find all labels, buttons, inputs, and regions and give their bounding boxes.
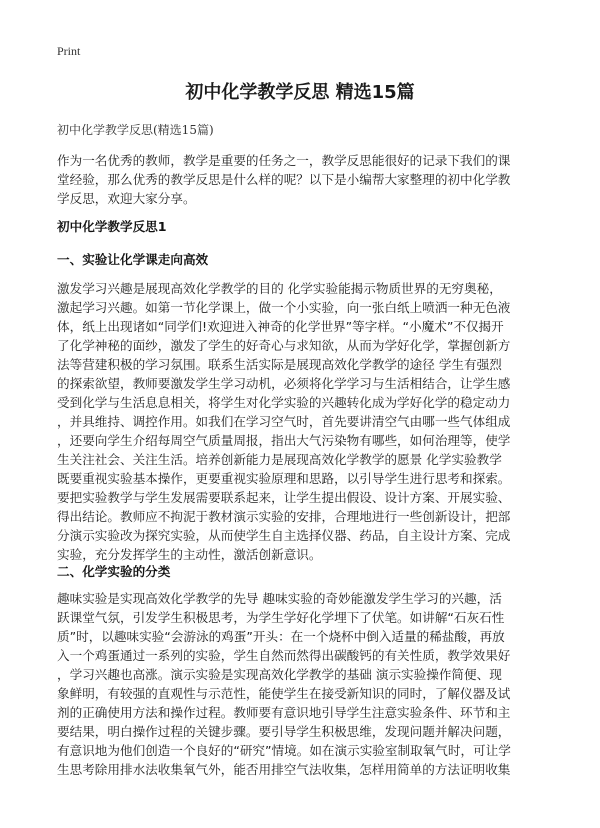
document-subtitle: 初中化学教学反思(精选15篇) (57, 123, 214, 137)
paragraph-2 (57, 589, 547, 779)
section-title: 初中化学教学反思1 (57, 219, 167, 234)
paragraph-1 (57, 279, 547, 564)
paragraph-line: ，学习兴趣也高涨。演示实验是实现高效化学教学的基础 演示实验操作简便、现 (57, 667, 502, 682)
intro-line: 学反思，欢迎大家分享。 (57, 191, 196, 206)
paragraph-line: 体，纸上出现诸如“同学们!欢迎进入神奇的化学世界”等字样。“小魔术”不仅揭开 (57, 319, 504, 334)
heading-experiment-categories: 二、化学实验的分类 (57, 564, 171, 579)
intro-line: 堂经验，那么优秀的教学反思是什么样的呢？以下是小编帮大家整理的初中化学教 (57, 172, 511, 187)
paragraph-line: 生关注社会、关注生活。培养创新能力是展现高效化学教学的愿景 化学实验教学 (57, 452, 502, 467)
paragraph-line: 要把实验教学与学生发展需要联系起来，让学生提出假设、设计方案、开展实验、 (57, 490, 511, 505)
paragraph-line: 生思考除用排水法收集氧气外，能否用排空气法收集，怎样用简单的方法证明收集 (57, 762, 511, 777)
heading-experiment-efficiency: 一、实验让化学课走向高效 (57, 252, 209, 267)
paragraph-line: 趣味实验是实现高效化学教学的先导 趣味实验的奇妙能激发学生学习的兴趣，活 (57, 591, 502, 606)
paragraph-line: 跃课堂气氛，引发学生积极思考，为学生学好化学埋下了伏笔。如讲解“石灰石性 (57, 610, 505, 625)
intro-line: 作为一名优秀的教师，教学是重要的任务之一，教学反思能很好的记录下我们的课 (57, 153, 511, 168)
paragraph-line: 激发学习兴趣是展现高效化学教学的目的 化学实验能揭示物质世界的无穷奥秘， (57, 281, 502, 296)
paragraph-line: 的探索欲望，教师要激发学生学习动机，必须将化学学习与生活相结合，让学生感 (57, 376, 511, 391)
paragraph-line: 实验，充分发挥学生的主动性，激活创新意识。 (57, 547, 322, 562)
paragraph-line: 得出结论。教师应不拘泥于教材演示实验的安排，合理地进行一些创新设计，把部 (57, 509, 511, 524)
paragraph-line: 要结果，明白操作过程的关键步骤。要引导学生积极思维，发现问题并解决问题， (57, 724, 511, 739)
paragraph-line: 激起学习兴趣。如第一节化学课上，做一个小实验，向一张白纸上喷洒一种无色液 (57, 300, 511, 315)
intro-paragraph (57, 151, 547, 208)
paragraph-line: 分演示实验改为探究实验，从而使学生自主选择仪器、药品，自主设计方案、完成 (57, 528, 511, 543)
paragraph-line: 了化学神秘的面纱，激发了学生的好奇心与求知欲，从而为学好化学，掌握创新方 (57, 338, 511, 353)
paragraph-line: ，还要向学生介绍每周空气质量周报，指出大气污染物有哪些，如何治理等，使学 (57, 433, 511, 448)
paragraph-line: 质”时，以趣味实验“会游泳的鸡蛋”开头：在一个烧杯中倒入适量的稀盐酸，再放 (57, 629, 505, 644)
paragraph-line: ，并具维持、调控作用。如我们在学习空气时，首先要讲清空气由哪一些气体组成 (57, 414, 511, 429)
paragraph-line: 剂的正确使用方法和操作过程。教师要有意识地引导学生注意实验条件、环节和主 (57, 705, 511, 720)
page-title: 初中化学教学反思 精选15篇 (185, 82, 415, 103)
paragraph-line: 入一个鸡蛋通过一系列的实验，学生自然而然得出碳酸钙的有关性质，教学效果好 (57, 648, 511, 663)
paragraph-line: 法等营建积极的学习氛围。联系生活实际是展现高效化学教学的途径 学生有强烈 (57, 357, 502, 372)
paragraph-line: 既要重视实验基本操作，更要重视实验原理和思路，以引导学生进行思考和探索。 (57, 471, 511, 486)
paragraph-line: 受到化学与生活息息相关，将学生对化学实验的兴趣转化成为学好化学的稳定动力 (57, 395, 511, 410)
paragraph-line: 象鲜明，有较强的直观性与示范性，能使学生在接受新知识的同时，了解仪器及试 (57, 686, 511, 701)
print-link[interactable]: Print (57, 44, 81, 58)
paragraph-line: 有意识地为他们创造一个良好的“研究”情境。如在演示实验室制取氧气时，可让学 (57, 743, 511, 758)
